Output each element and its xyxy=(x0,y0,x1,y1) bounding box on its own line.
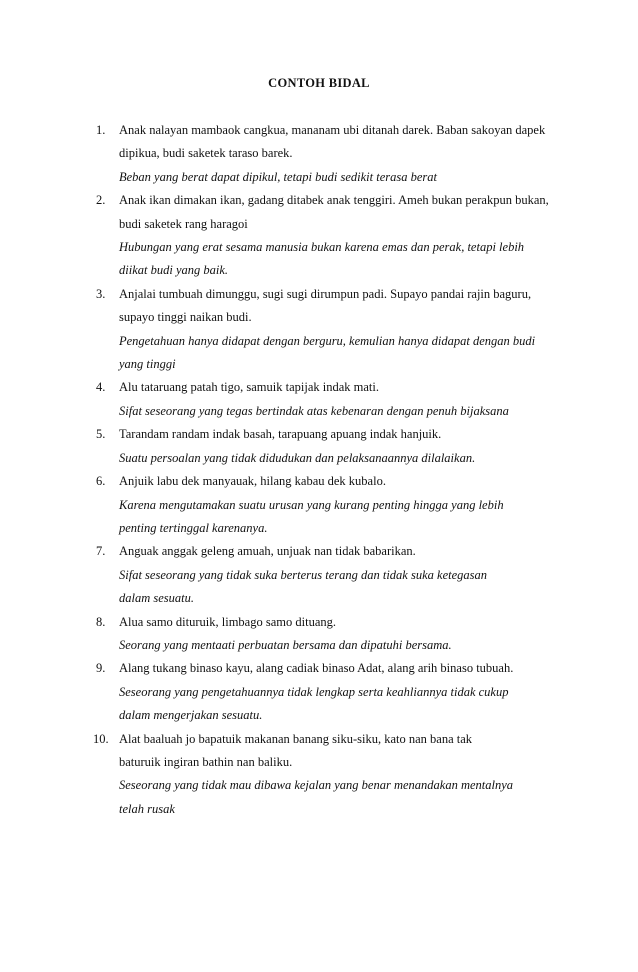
proverb-line: Anjalai tumbuah dimunggu, sugi sugi dirumpun padi. Supayo pandai rajin baguru, xyxy=(119,286,532,301)
list-item xyxy=(0,540,638,610)
meaning-line: Sifat seseorang yang tidak suka berterus terang dan tidak suka ketegasan xyxy=(119,567,487,582)
proverb-line: Anguak anggak geleng amuah, unjuak nan tidak babarikan. xyxy=(119,544,416,559)
list-item xyxy=(0,728,638,822)
proverb-line: Alat baaluah jo bapatuik makanan banang siku-siku, kato nan bana tak xyxy=(119,731,473,746)
meaning-line: diikat budi yang baik. xyxy=(119,263,229,278)
list-item xyxy=(0,189,638,283)
proverb-line: supayo tinggi naikan budi. xyxy=(119,310,252,325)
meaning-line: Seseorang yang pengetahuannya tidak lengkap serta keahliannya tidak cukup xyxy=(119,684,509,699)
meaning-line: penting tertinggal karenanya. xyxy=(119,520,268,535)
meaning-line: Hubungan yang erat sesama manusia bukan karena emas dan perak, tetapi lebih xyxy=(119,240,525,255)
meaning-line: Pengetahuan hanya didapat dengan berguru, kemulian hanya didapat dengan budi xyxy=(119,333,536,348)
item-number: 6. xyxy=(96,474,106,489)
proverb-line: Alang tukang binaso kayu, alang cadiak binaso Adat, alang arih binaso tubuah. xyxy=(119,661,514,676)
meaning-line: dalam sesuatu. xyxy=(119,591,194,606)
meaning-line: Seorang yang mentaati perbuatan bersama dan dipatuhi bersama. xyxy=(119,637,452,652)
meaning-line: Suatu persoalan yang tidak didudukan dan pelaksanaannya dilalaikan. xyxy=(119,450,476,465)
list-item xyxy=(0,611,638,658)
meaning-line: yang tinggi xyxy=(119,357,176,372)
item-number: 1. xyxy=(96,123,106,137)
item-number: 5. xyxy=(96,427,106,442)
list-item xyxy=(0,470,638,540)
proverb-line: Alu tataruang patah tigo, samuik tapijak indak mati. xyxy=(119,380,380,395)
meaning-line: Seseorang yang tidak mau dibawa kejalan yang benar menandakan mentalnya xyxy=(119,778,514,793)
proverb-line: baturuik ingiran bathin nan baliku. xyxy=(119,754,293,769)
proverb-line: dipikua, budi saketek taraso barek. xyxy=(119,146,293,161)
item-number: 4. xyxy=(96,380,106,395)
page-title: CONTOH BIDAL xyxy=(268,76,370,90)
list-item xyxy=(0,657,638,727)
proverb-line: Alua samo dituruik, limbago samo dituang. xyxy=(119,614,336,629)
proverb-line: Anak nalayan mambaok cangkua, mananam ubi ditanah darek. Baban sakoyan dapek xyxy=(119,123,546,137)
list-item xyxy=(0,283,638,377)
item-number: 3. xyxy=(96,286,106,301)
proverb-line: Anak ikan dimakan ikan, gadang ditabek anak tenggiri. Ameh bukan perakpun bukan, xyxy=(119,193,549,208)
proverb-line: budi saketek rang haragoi xyxy=(119,216,248,231)
item-number: 10. xyxy=(93,731,109,746)
list-item xyxy=(0,423,638,470)
list-item xyxy=(0,376,638,423)
proverb-line: Anjuik labu dek manyauak, hilang kabau dek kubalo. xyxy=(119,474,386,489)
item-number: 7. xyxy=(96,544,106,559)
bidal-list xyxy=(0,119,638,821)
proverb-line: Tarandam randam indak basah, tarapuang apuang indak hanjuik. xyxy=(119,427,442,442)
meaning-line: dalam mengerjakan sesuatu. xyxy=(119,708,263,723)
meaning-line: Beban yang berat dapat dipikul, tetapi budi sedikit terasa berat xyxy=(119,169,438,184)
item-number: 8. xyxy=(96,614,106,629)
item-number: 9. xyxy=(96,661,106,676)
list-item xyxy=(0,119,638,189)
meaning-line: telah rusak xyxy=(119,801,175,816)
meaning-line: Sifat seseorang yang tegas bertindak atas kebenaran dengan penuh bijaksana xyxy=(119,403,509,418)
meaning-line: Karena mengutamakan suatu urusan yang kurang penting hingga yang lebih xyxy=(119,497,504,512)
item-number: 2. xyxy=(96,193,106,208)
